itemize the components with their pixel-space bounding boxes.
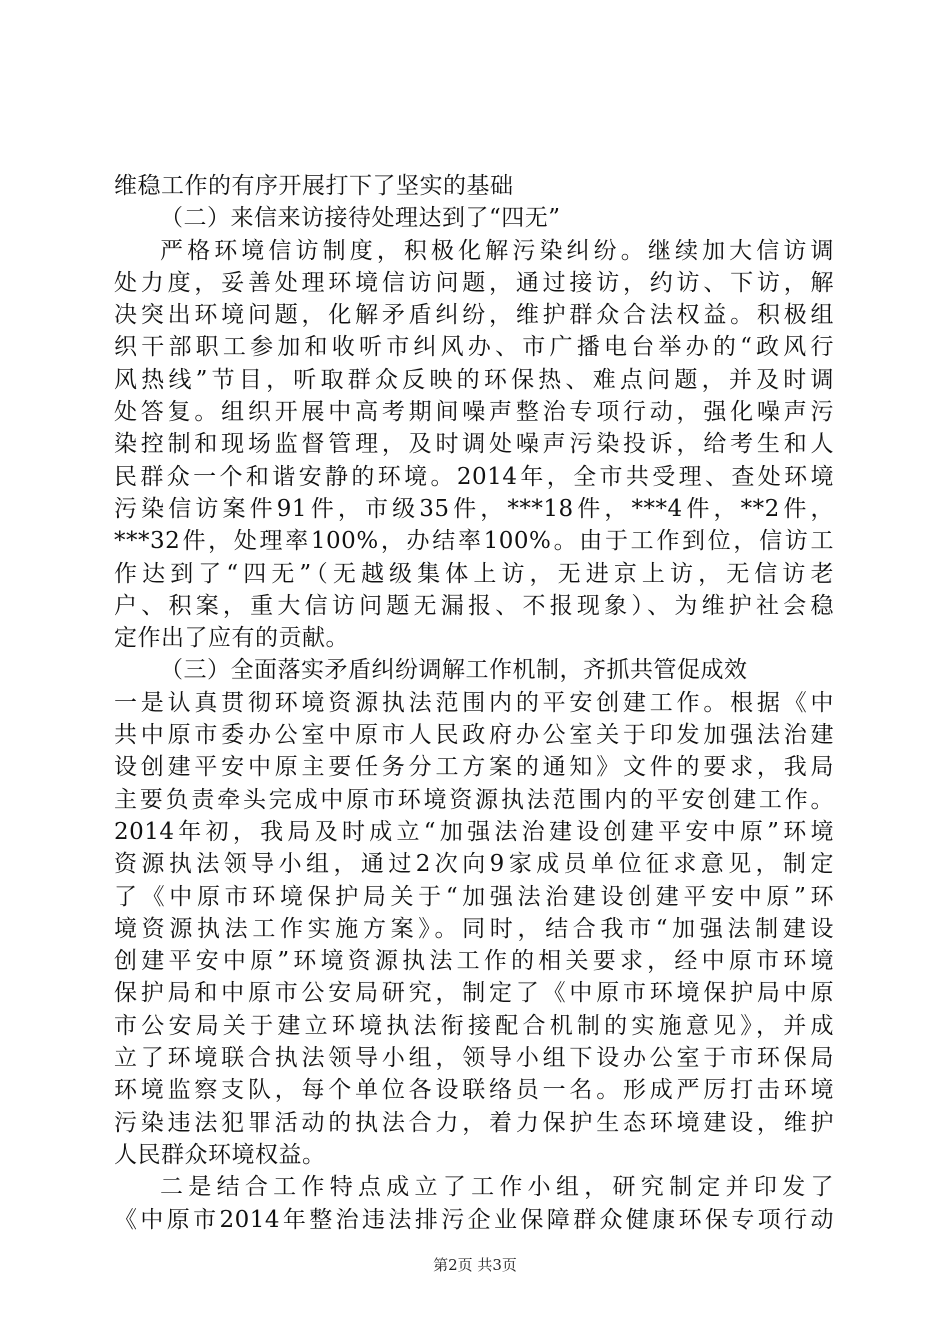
text-line: 定作出了应有的贡献。 xyxy=(114,625,349,652)
text-line: ***32件，处理率100%，办结率100%。由于工作到位，信访工 xyxy=(114,528,834,555)
text-line: 织干部职工参加和收听市纠风办、市广播电台举办的“政风行 xyxy=(114,334,834,361)
text-line: 了《中原市环境保护局关于“加强法治建设创建平安中原”环 xyxy=(114,883,834,910)
section-heading: （三）全面落实矛盾纠纷调解工作机制，齐抓共管促成效 xyxy=(160,657,748,684)
text-line: 处力度，妥善处理环境信访问题，通过接访，约访、下访，解 xyxy=(114,269,834,296)
text-line: 严格环境信访制度，积极化解污染纠纷。继续加大信访调 xyxy=(160,237,834,264)
document-body xyxy=(114,170,834,1236)
text-line: 立了环境联合执法领导小组，领导小组下设办公室于市环保局 xyxy=(114,1045,834,1072)
text-line: 染控制和现场监督管理，及时调处噪声污染投诉，给考生和人 xyxy=(114,431,834,458)
text-line: 2014年初，我局及时成立“加强法治建设创建平安中原”环境 xyxy=(114,818,834,845)
text-line: 《中原市2014年整治违法排污企业保障群众健康环保专项行动 xyxy=(114,1206,834,1233)
text-line: 设创建平安中原主要任务分工方案的通知》文件的要求，我局 xyxy=(114,754,834,781)
text-line: 一是认真贯彻环境资源执法范围内的平安创建工作。根据《中 xyxy=(114,689,834,716)
text-line: 共中原市委办公室中原市人民政府办公室关于印发加强法治建 xyxy=(114,722,834,749)
text-line: 维稳工作的有序开展打下了坚实的基础 xyxy=(114,173,514,199)
text-line: 保护局和中原市公安局研究，制定了《中原市环境保护局中原 xyxy=(114,980,834,1007)
text-line: 处答复。组织开展中高考期间噪声整治专项行动，强化噪声污 xyxy=(114,399,834,426)
section-heading: （二）来信来访接待处理达到了“四无” xyxy=(160,205,561,232)
text-line: 民群众一个和谐安静的环境。2014年，全市共受理、查处环境 xyxy=(114,463,834,490)
text-line: 二是结合工作特点成立了工作小组，研究制定并印发了 xyxy=(160,1174,834,1201)
text-line: 资源执法领导小组，通过2次向9家成员单位征求意见，制定 xyxy=(114,851,834,878)
page-number: 第2页 共3页 xyxy=(433,1256,517,1274)
text-line: 污染违法犯罪活动的执法合力，着力保护生态环境建设，维护 xyxy=(114,1109,834,1136)
text-line: 环境监察支队，每个单位各设联络员一名。形成严厉打击环境 xyxy=(114,1077,834,1104)
text-line: 创建平安中原”环境资源执法工作的相关要求，经中原市环境 xyxy=(114,948,834,975)
text-line: 风热线”节目，听取群众反映的环保热、难点问题，并及时调 xyxy=(114,366,834,393)
text-line: 户、积案，重大信访问题无漏报、不报现象）、为维护社会稳 xyxy=(114,592,834,619)
text-line: 作达到了“四无”（无越级集体上访，无进京上访，无信访老 xyxy=(114,560,834,587)
text-line: 决突出环境问题，化解矛盾纠纷，维护群众合法权益。积极组 xyxy=(114,302,834,329)
text-line: 主要负责牵头完成中原市环境资源执法范围内的平安创建工作。 xyxy=(114,786,834,813)
text-line: 人民群众环境权益。 xyxy=(114,1141,326,1168)
text-line: 污染信访案件91件，市级35件，***18件，***4件，**2件， xyxy=(114,495,834,522)
text-line: 市公安局关于建立环境执法衔接配合机制的实施意见》，并成 xyxy=(114,1012,834,1039)
text-line: 境资源执法工作实施方案》。同时，结合我市“加强法制建设 xyxy=(114,915,834,942)
